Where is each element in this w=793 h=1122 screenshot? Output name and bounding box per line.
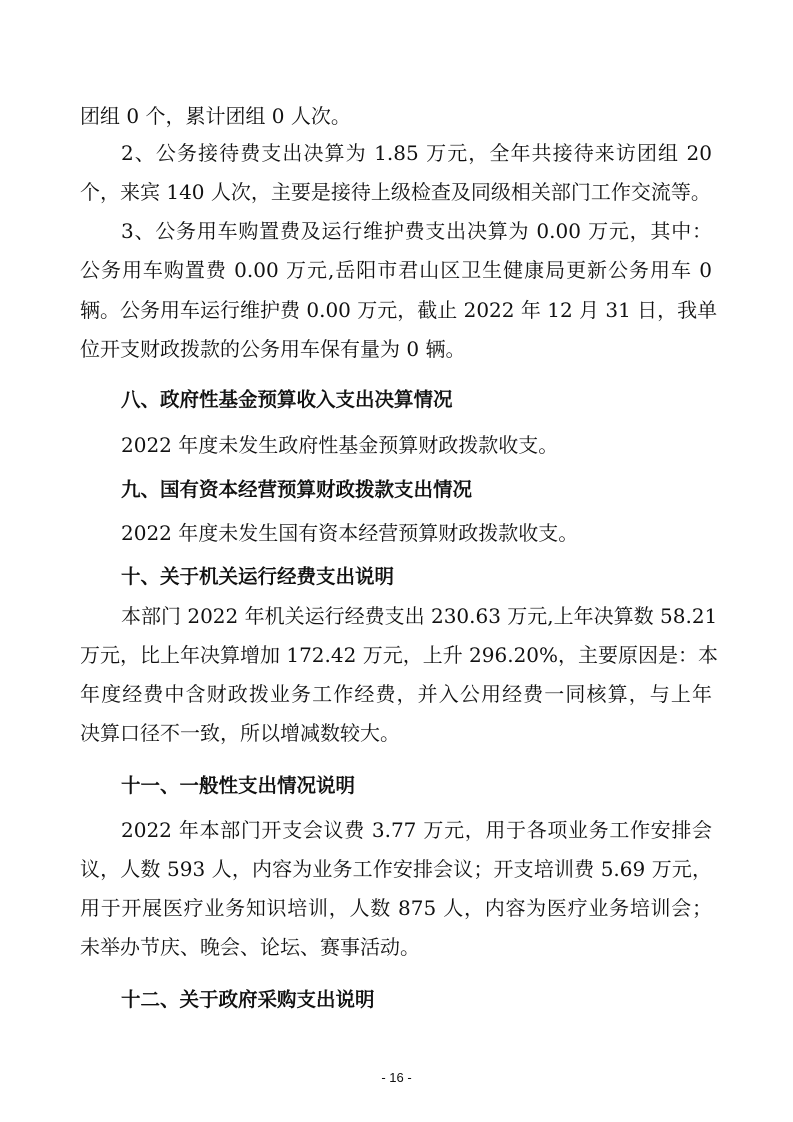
paragraph-line: 位开支财政拨款的公务用车保有量为 0 辆。 xyxy=(80,337,466,361)
paragraph-line: 个，来宾 140 人次，主要是接待上级检查及同级相关部门工作交流等。 xyxy=(80,180,711,204)
paragraph-line: 决算口径不一致，所以增减数较大。 xyxy=(80,721,400,745)
page-number: - 16 - xyxy=(381,1070,412,1085)
paragraph-line: 辆。公务用车运行维护费 0.00 万元，截止 2022 年 12 月 31 日，我单 xyxy=(80,298,718,322)
section-heading: 九、国有资本经营预算财政拨款支出情况 xyxy=(121,478,473,501)
paragraph-line: 用于开展医疗业务知识培训，人数 875 人，内容为医疗业务培训会； xyxy=(80,896,712,920)
paragraph-line: 本部门 2022 年机关运行经费支出 230.63 万元,上年决算数 58.21 xyxy=(121,604,718,628)
paragraph-line: 万元，比上年决算增加 172.42 万元，上升 296.20%，主要原因是：本 xyxy=(80,643,719,667)
paragraph-line: 未举办节庆、晚会、论坛、赛事活动。 xyxy=(80,935,420,959)
paragraph-line: 2022 年度未发生国有资本经营预算财政拨款收支。 xyxy=(121,521,579,545)
paragraph-line: 2022 年本部门开支会议费 3.77 万元，用于各项业务工作安排会 xyxy=(121,818,712,842)
section-heading: 十一、一般性支出情况说明 xyxy=(121,774,356,797)
paragraph-line: 2022 年度未发生政府性基金预算财政拨款收支。 xyxy=(121,433,559,457)
section-heading: 十、关于机关运行经费支出说明 xyxy=(121,565,395,588)
paragraph-line: 议，人数 593 人，内容为业务工作安排会议；开支培训费 5.69 万元， xyxy=(80,857,712,881)
paragraph-line: 公务用车购置费 0.00 万元,岳阳市君山区卫生健康局更新公务用车 0 xyxy=(80,258,712,282)
paragraph-line: 3、公务用车购置费及运行维护费支出决算为 0.00 万元，其中： xyxy=(121,219,712,243)
paragraph-line: 团组 0 个，累计团组 0 人次。 xyxy=(80,104,351,128)
section-heading: 八、政府性基金预算收入支出决算情况 xyxy=(121,388,453,411)
paragraph-line: 年度经费中含财政拨业务工作经费，并入公用经费一同核算，与上年 xyxy=(80,682,712,706)
section-heading: 十二、关于政府采购支出说明 xyxy=(121,988,375,1011)
paragraph-line: 2、公务接待费支出决算为 1.85 万元，全年共接待来访团组 20 xyxy=(121,141,712,165)
